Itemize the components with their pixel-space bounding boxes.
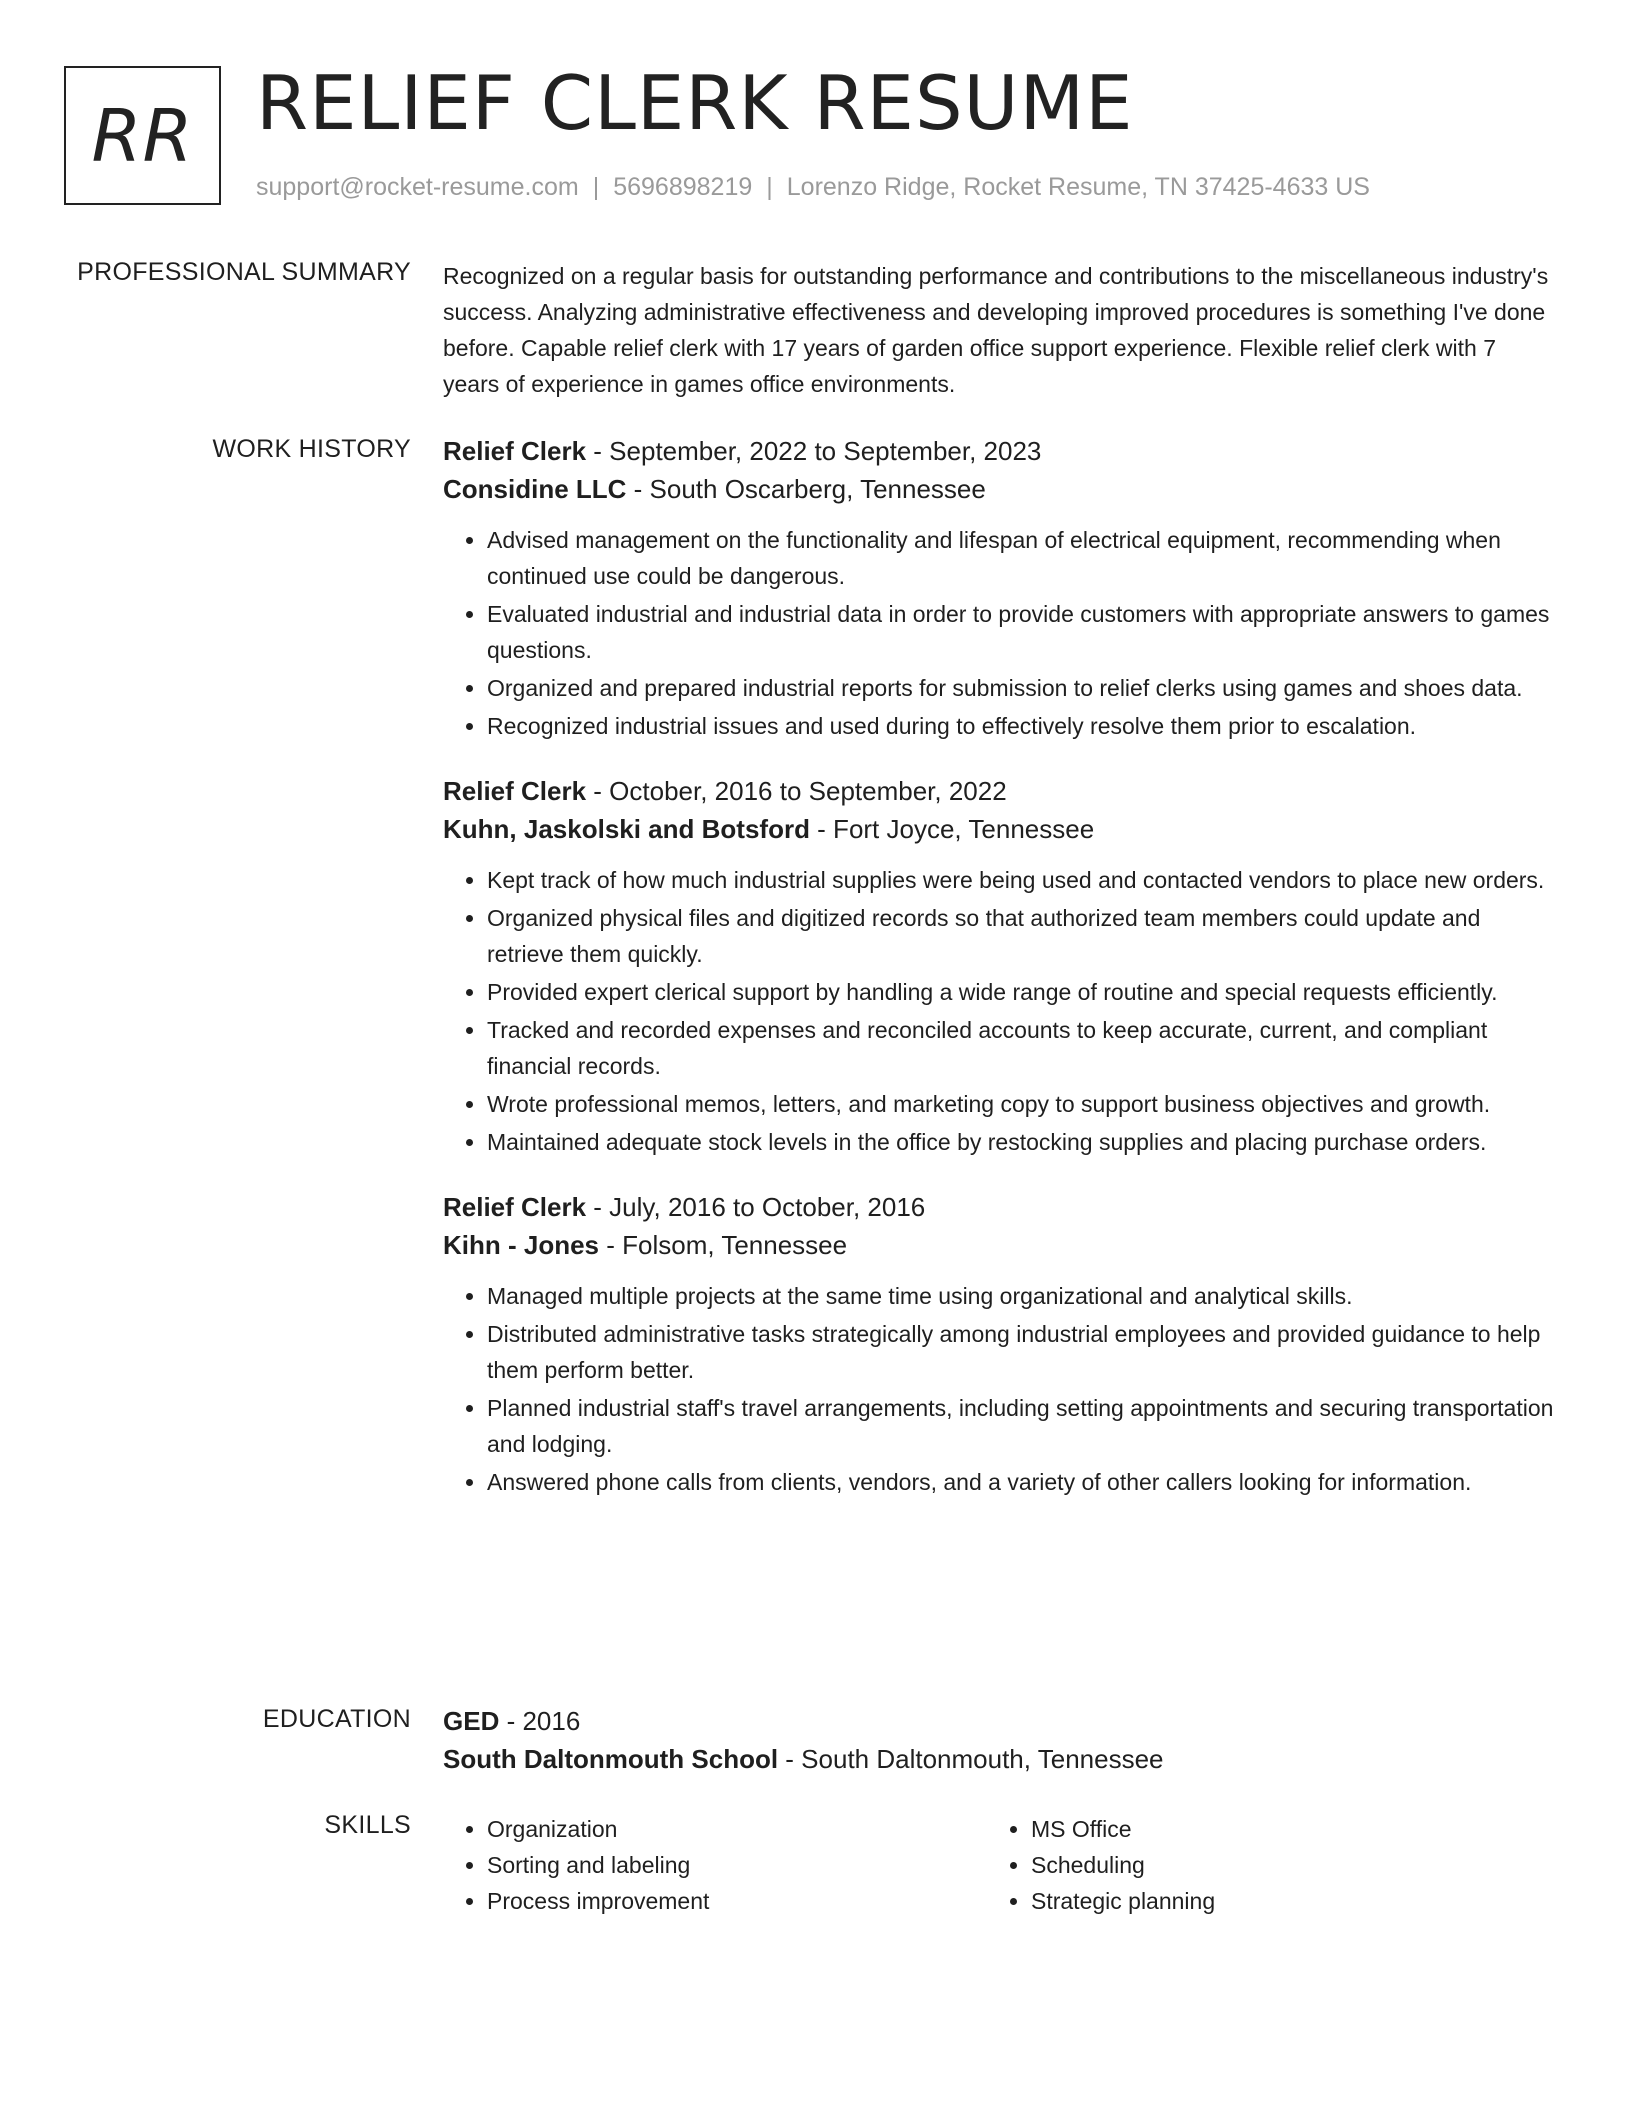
job-bullet: • Maintained adequate stock levels in the office by restocking supplies and placing purchase orders. — [487, 1124, 1558, 1160]
section-label-summary: PROFESSIONAL SUMMARY — [77, 258, 411, 286]
education-degree: GED — [443, 1706, 500, 1736]
skill-item: • MS Office — [1031, 1811, 1531, 1847]
contact-line — [256, 173, 1370, 202]
job-company: Kuhn, Jaskolski and Botsford — [443, 814, 810, 844]
job-entry — [443, 1188, 1558, 1500]
skills-grid — [443, 1811, 1558, 1919]
monogram-box — [64, 66, 221, 205]
monogram-initials: RR — [91, 93, 194, 178]
job-company-line — [443, 810, 1558, 848]
summary-text: Recognized on a regular basis for outstanding performance and contributions to the miscellaneous industry's success. Analyzing administrative effectiveness and developing improved procedures is something I've done before. Capable relief clerk with 17 years of garden office support experience. Flexible relief clerk with 7 years of experience in games office environments. — [443, 263, 1549, 397]
job-title-line — [443, 772, 1558, 810]
job-company-line — [443, 470, 1558, 508]
job-title: Relief Clerk — [443, 776, 587, 806]
contact-separator: | — [766, 173, 773, 201]
job-title: Relief Clerk — [443, 436, 587, 466]
job-company: Kihn - Jones — [443, 1230, 600, 1260]
job-bullet: • Evaluated industrial and industrial data in order to provide customers with appropriate answers to games questions. — [487, 596, 1558, 668]
skill-item: • Process improvement — [487, 1883, 987, 1919]
education-location: - South Daltonmouth, Tennessee — [778, 1744, 1164, 1774]
contact-phone[interactable]: 5696898219 — [613, 173, 753, 201]
resume-title: RELIEF CLERK RESUME — [256, 59, 1134, 147]
job-title-line — [443, 1188, 1558, 1226]
job-bullets — [443, 1278, 1558, 1500]
job-bullet: • Planned industrial staff's travel arrangements, including setting appointments and securing transportation and lodging. — [487, 1390, 1558, 1462]
work-history-list — [443, 432, 1558, 1528]
job-bullet: • Organized physical files and digitized records so that authorized team members could update and retrieve them quickly. — [487, 900, 1558, 972]
job-entry — [443, 772, 1558, 1160]
education-year: - 2016 — [499, 1706, 581, 1736]
job-dates: - October, 2016 to September, 2022 — [586, 776, 1007, 806]
skill-item: • Scheduling — [1031, 1847, 1531, 1883]
job-bullet: • Advised management on the functionality and lifespan of electrical equipment, recommending when continued use could be dangerous. — [487, 522, 1558, 594]
job-bullet: • Answered phone calls from clients, vendors, and a variety of other callers looking for information. — [487, 1464, 1558, 1500]
contact-email[interactable]: support@rocket-resume.com — [256, 173, 579, 201]
section-label-skills: SKILLS — [324, 1811, 411, 1839]
contact-address: Lorenzo Ridge, Rocket Resume, TN 37425-4633 US — [786, 173, 1370, 201]
job-company: Considine LLC — [443, 474, 627, 504]
job-bullets — [443, 522, 1558, 744]
job-bullets — [443, 862, 1558, 1160]
job-entry — [443, 432, 1558, 744]
job-bullet: • Tracked and recorded expenses and reconciled accounts to keep accurate, current, and compliant financial records. — [487, 1012, 1558, 1084]
job-location: - Folsom, Tennessee — [599, 1230, 848, 1260]
job-title: Relief Clerk — [443, 1192, 587, 1222]
education-degree-line — [443, 1702, 1558, 1740]
section-label-work-history: WORK HISTORY — [212, 435, 411, 463]
job-bullet: • Recognized industrial issues and used during to effectively resolve them prior to escalation. — [487, 708, 1558, 744]
job-bullet: • Kept track of how much industrial supplies were being used and contacted vendors to place new orders. — [487, 862, 1558, 898]
education-school-line — [443, 1740, 1558, 1778]
skill-item: • Sorting and labeling — [487, 1847, 987, 1883]
skill-item: • Strategic planning — [1031, 1883, 1531, 1919]
skill-item: • Organization — [487, 1811, 987, 1847]
job-dates: - July, 2016 to October, 2016 — [586, 1192, 926, 1222]
job-bullet: • Distributed administrative tasks strategically among industrial employees and provided guidance to help them perform better. — [487, 1316, 1558, 1388]
job-location: - Fort Joyce, Tennessee — [809, 814, 1095, 844]
job-dates: - September, 2022 to September, 2023 — [586, 436, 1042, 466]
education-school: South Daltonmouth School — [443, 1744, 779, 1774]
section-label-education: EDUCATION — [262, 1705, 411, 1733]
job-bullet: • Organized and prepared industrial reports for submission to relief clerks using games and shoes data. — [487, 670, 1558, 706]
skills-list-right — [987, 1811, 1531, 1919]
job-bullet: • Managed multiple projects at the same time using organizational and analytical skills. — [487, 1278, 1558, 1314]
skills-list-left — [443, 1811, 987, 1919]
job-company-line — [443, 1226, 1558, 1264]
job-location: - South Oscarberg, Tennessee — [626, 474, 986, 504]
job-bullet: • Wrote professional memos, letters, and marketing copy to support business objectives and growth. — [487, 1086, 1558, 1122]
job-title-line — [443, 432, 1558, 470]
job-bullet: • Provided expert clerical support by handling a wide range of routine and special requests efficiently. — [487, 974, 1558, 1010]
contact-separator: | — [592, 173, 600, 201]
